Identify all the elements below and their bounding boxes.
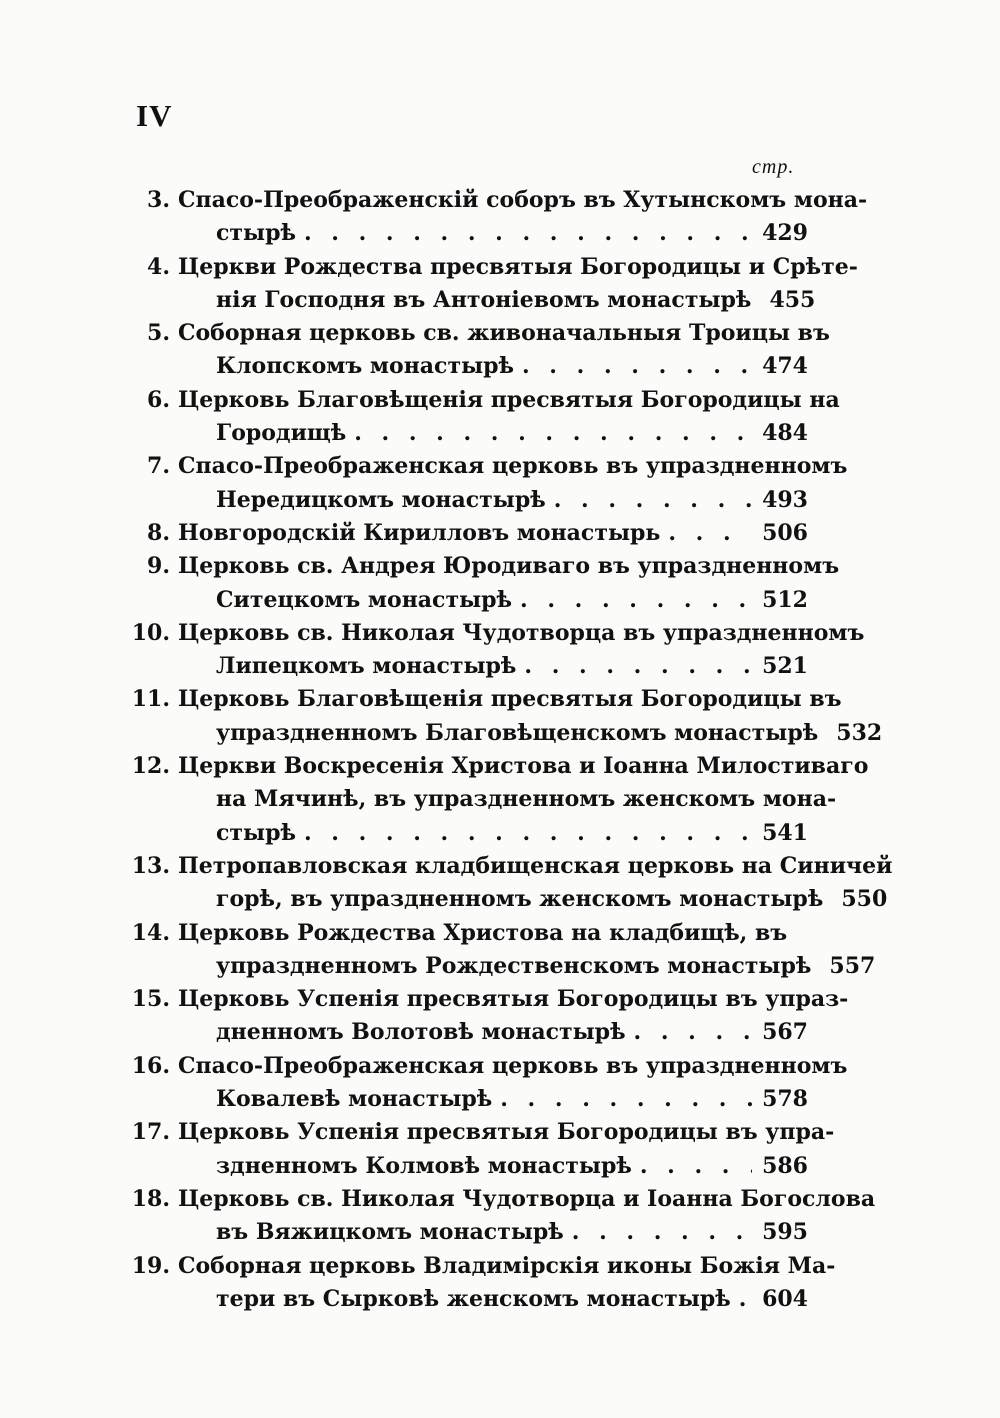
entry-page-number: 521: [762, 653, 808, 680]
entry-number: 18.: [131, 1185, 170, 1212]
dot-leader: [304, 217, 752, 250]
dot-leader: [524, 650, 752, 683]
toc-entry-line: [128, 217, 808, 250]
toc-entry: [128, 384, 840, 451]
entry-title-text: нія Господня въ Антоніевомъ монастырѣ: [216, 286, 752, 313]
toc-entry: [128, 1050, 848, 1117]
entry-title-text: упраздненномъ Благовѣщенскомъ монастырѣ: [216, 719, 819, 746]
entry-title-text: Церковь Успенія пресвятыя Богородицы въ упра-: [178, 1119, 835, 1146]
toc-entry: [128, 917, 876, 984]
entry-title-text: Церковь Благовѣщенія пресвятыя Богородицы на: [178, 386, 840, 413]
dot-leader: [640, 1150, 752, 1183]
toc-entry-line: [128, 783, 837, 816]
toc-entry: [128, 450, 848, 517]
toc-entry-line: [128, 417, 808, 450]
toc-entry-line: [128, 717, 883, 750]
entry-title-text: здненномъ Колмовѣ монастырѣ: [216, 1152, 632, 1179]
entry-title-text: Городищѣ: [216, 420, 347, 447]
dot-leader: [668, 517, 752, 550]
entry-title-text: горѣ, въ упраздненномъ женскомъ монастырѣ: [216, 886, 824, 913]
toc-entry-line: [128, 484, 808, 517]
toc-entry-line: [128, 1050, 848, 1083]
toc-entry-line: [128, 750, 869, 783]
entry-title-text: Нередицкомъ монастырѣ: [216, 486, 546, 513]
dot-leader: [522, 350, 752, 383]
entry-title-text: Соборная церковь св. живоначальныя Троицы въ: [178, 320, 830, 347]
toc-entry-line: [128, 517, 808, 550]
toc-entry: [128, 184, 868, 251]
toc-entry-line: [128, 317, 830, 350]
toc-entry-line: [128, 1116, 835, 1149]
entry-page-number: 506: [762, 519, 808, 546]
toc-entry-line: [128, 983, 849, 1016]
entry-number: 10.: [131, 619, 170, 646]
toc-entry-line: [128, 450, 848, 483]
entry-page-number: 474: [762, 353, 808, 380]
entry-title-text: Спасо-Преображенская церковь въ упраздненномъ: [178, 453, 848, 480]
entry-title-text: Клопскомъ монастырѣ: [216, 353, 514, 380]
table-of-contents: [128, 184, 893, 1316]
entry-title-text: въ Вяжицкомъ монастырѣ: [216, 1219, 564, 1246]
toc-entry: [128, 850, 893, 917]
dot-leader: [354, 417, 752, 450]
entry-number: 15.: [131, 986, 170, 1013]
entry-title-text: Церковь св. Николая Чудотворца и Іоанна Богослова: [178, 1185, 876, 1212]
dot-leader: [572, 1216, 752, 1249]
dot-leader: [634, 1016, 752, 1049]
entry-title-text: стырѣ: [216, 819, 296, 846]
toc-entry-line: [128, 650, 808, 683]
toc-entry-line: [128, 883, 888, 916]
entry-number: 19.: [131, 1252, 170, 1279]
entry-title-text: Спасо-Преображенская церковь въ упраздненномъ: [178, 1052, 848, 1079]
toc-entry-line: [128, 950, 876, 983]
entry-page-number: 429: [762, 220, 808, 247]
toc-entry-line: [128, 1216, 808, 1249]
entry-title-text: Ковалевѣ монастырѣ: [216, 1086, 493, 1113]
toc-entry-line: [128, 1283, 808, 1316]
toc-entry: [128, 251, 858, 318]
entry-title-text: Церковь Успенія пресвятыя Богородицы въ упраз-: [178, 986, 849, 1013]
toc-entry-line: [128, 617, 865, 650]
entry-page-number: 595: [762, 1219, 808, 1246]
dot-leader: [520, 584, 752, 617]
toc-entry-line: [128, 550, 840, 583]
toc-entry-line: [128, 384, 840, 417]
dot-leader: [554, 484, 752, 517]
entry-title-text: на Мячинѣ, въ упраздненномъ женскомъ мона-: [216, 786, 837, 813]
entry-page-number: 604: [762, 1285, 808, 1312]
toc-entry-line: [128, 251, 858, 284]
entry-number: 4.: [147, 253, 170, 280]
entry-number: 5.: [147, 320, 170, 347]
toc-entry-line: [128, 284, 816, 317]
entry-title-text: упраздненномъ Рождественскомъ монастырѣ: [216, 952, 812, 979]
entry-number: 6.: [147, 386, 170, 413]
entry-page-number: 493: [762, 486, 808, 513]
toc-entry-line: [128, 1083, 808, 1116]
toc-entry-line: [128, 1016, 808, 1049]
entry-number: 3.: [147, 187, 170, 213]
entry-title-text: Новгородскій Кирилловъ монастырь: [178, 519, 661, 546]
entry-number: 8.: [147, 519, 170, 546]
toc-entry: [128, 517, 808, 550]
toc-entry-line: [128, 1150, 808, 1183]
entry-title-text: Церкви Рождества пресвятыя Богородицы и Срѣте-: [178, 253, 858, 280]
entry-title-text: тери въ Сырковѣ женскомъ монастырѣ: [216, 1285, 731, 1312]
entry-title-text: Липецкомъ монастырѣ: [216, 653, 517, 680]
entry-title-text: Петропавловская кладбищенская церковь на Синичей: [178, 852, 893, 879]
toc-entry: [128, 983, 849, 1050]
toc-entry-line: [128, 1183, 876, 1216]
entry-page-number: 455: [769, 286, 816, 313]
toc-entry-line: [128, 350, 808, 383]
toc-entry-line: [128, 184, 868, 217]
entry-page-number: 532: [836, 719, 883, 746]
entry-title-text: Соборная церковь Владимірскія иконы Божія Ма-: [178, 1252, 836, 1279]
dot-leader: [304, 817, 752, 850]
entry-page-number: 557: [829, 952, 876, 979]
entry-title-text: Церковь св. Николая Чудотворца въ упраздненномъ: [178, 619, 865, 646]
entry-page-number: 541: [762, 819, 808, 846]
entry-page-number: 484: [762, 420, 808, 447]
entry-number: 11.: [131, 686, 170, 713]
entry-number: 7.: [147, 453, 170, 480]
toc-entry: [128, 1250, 836, 1317]
toc-entry-line: [128, 917, 808, 950]
entry-page-number: 567: [762, 1019, 808, 1046]
toc-entry-line: [128, 683, 842, 716]
entry-page-number: 512: [762, 586, 808, 613]
entry-title-text: дненномъ Волотовѣ монастырѣ: [216, 1019, 626, 1046]
page-number: IV: [136, 98, 173, 133]
toc-entry: [128, 317, 830, 384]
entry-number: 13.: [131, 852, 170, 879]
entry-title-text: стырѣ: [216, 220, 296, 247]
toc-entry: [128, 750, 869, 850]
toc-entry: [128, 1116, 835, 1183]
entry-title-text: Спасо-Преображенскій соборъ въ Хутынскомъ мона-: [178, 187, 868, 213]
entry-title-text: Церковь Рождества Христова на кладбищѣ, въ: [178, 919, 788, 946]
dot-leader: [500, 1083, 752, 1116]
entry-number: 16.: [131, 1052, 170, 1079]
dot-leader: [739, 1283, 752, 1316]
entry-title-text: Церковь Благовѣщенія пресвятыя Богородицы въ: [178, 686, 842, 713]
entry-title-text: Церковь св. Андрея Юродиваго въ упраздненномъ: [178, 553, 840, 580]
entry-number: 14.: [131, 919, 170, 946]
toc-entry: [128, 683, 883, 750]
toc-entry-line: [128, 584, 808, 617]
toc-entry-line: [128, 1250, 836, 1283]
entry-number: 12.: [131, 753, 170, 780]
entry-page-number: 578: [762, 1086, 808, 1113]
entry-page-number: 550: [841, 886, 888, 913]
toc-entry: [128, 1183, 876, 1250]
toc-entry-line: [128, 850, 893, 883]
toc-entry-line: [128, 817, 808, 850]
toc-entry: [128, 617, 865, 684]
entry-number: 9.: [147, 553, 170, 580]
toc-entry: [128, 550, 840, 617]
entry-title-text: Церкви Воскресенія Христова и Іоанна Милостиваго: [178, 753, 869, 780]
entry-title-text: Ситецкомъ монастырѣ: [216, 586, 512, 613]
entry-page-number: 586: [762, 1152, 808, 1179]
page-column-header: стр.: [752, 156, 795, 178]
entry-number: 17.: [131, 1119, 170, 1146]
